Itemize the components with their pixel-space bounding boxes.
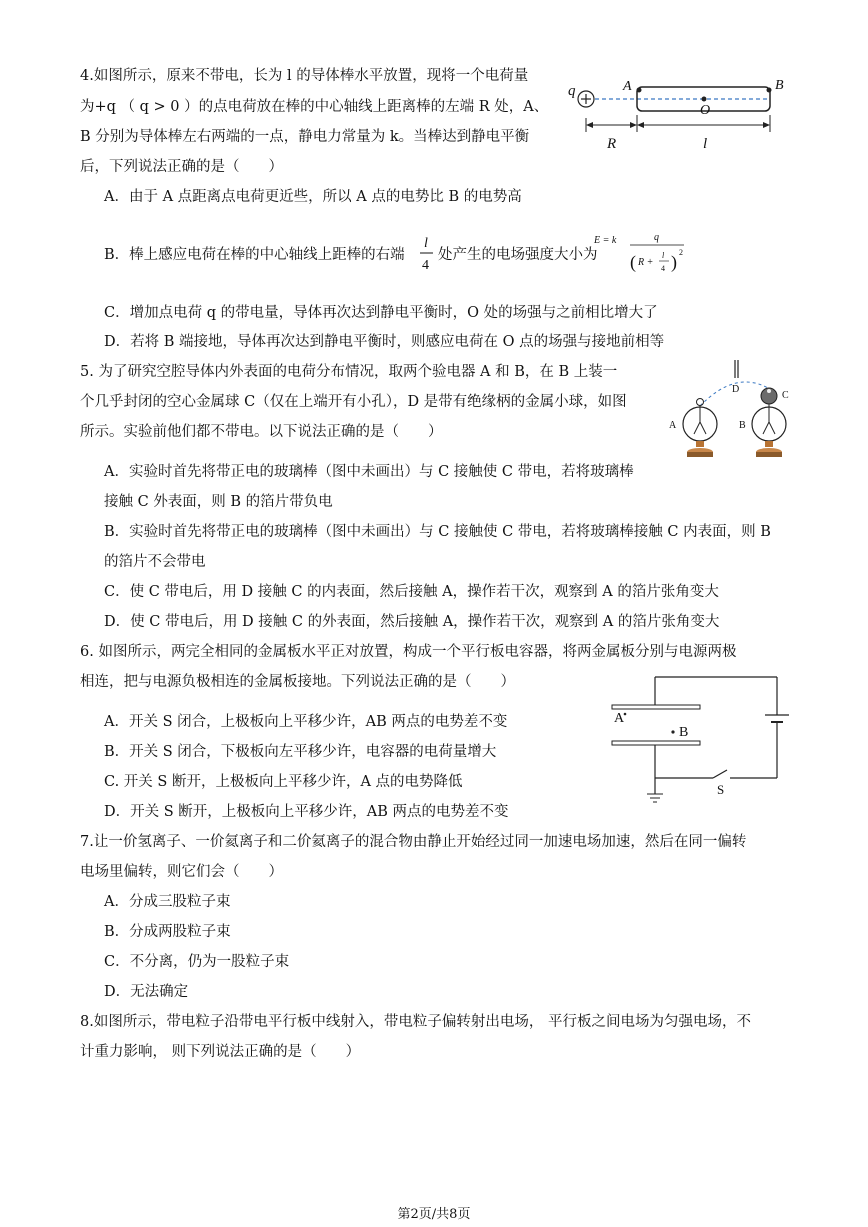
q7-option-a: A．分成三股粒子束	[104, 894, 231, 910]
q4-formula-power: 2	[679, 248, 683, 257]
q4-option-b-prefix: B．棒上感应电荷在棒的中心轴线上距棒的右端	[104, 247, 405, 263]
q5-figure	[665, 358, 805, 468]
q4-option-b-suffix: 处产生的电场强度大小为	[438, 247, 598, 263]
q5-stem-line-2: 个几乎封闭的空心金属球 C（仅在上端开有小孔），D 是带有绝缘柄的金属小球，如图	[80, 394, 627, 410]
q4-formula-lhs: E = k	[594, 235, 617, 246]
q6-fig-label-s: S	[717, 782, 725, 797]
q5-stem-line-3: 所示。实验前他们都不带电。以下说法正确的是（ ）	[80, 424, 443, 440]
q6-option-d: D．开关 S 断开，上极板向上平移少许，AB 两点的电势差不变	[104, 804, 509, 820]
q5-stem-line-1: 5. 为了研究空腔导体内外表面的电荷分布情况，取两个验电器 A 和 B，在 B 上装一	[80, 364, 618, 380]
q6-fig-label-a: A	[614, 711, 625, 726]
q7-option-c: C．不分离，仍为一股粒子束	[104, 954, 290, 970]
q4-formula-num: q	[654, 232, 659, 243]
q4-figure	[565, 70, 795, 155]
q4-formula-den-frac-num: l	[662, 251, 665, 260]
q4-stem-line-2: 为+q （ q > 0 ）的点电荷放在棒的中心轴线上距离棒的左端 R 处，A、	[80, 99, 549, 115]
q4-fig-label-q: q	[568, 83, 576, 99]
q8-stem-line-1: 8.如图所示，带电粒子沿带电平行板中线射入，带电粒子偏转射出电场， 平行板之间电场为匀强电场，不	[80, 1014, 751, 1030]
q6-option-c: C. 开关 S 断开，上极板向上平移少许，A 点的电势降低	[104, 774, 463, 790]
q4-fig-label-b: B	[775, 78, 784, 93]
q6-fig-label-b: B	[679, 725, 689, 740]
q5-option-b-line-1: B．实验时首先将带正电的玻璃棒（图中未画出）与 C 接触使 C 带电，若将玻璃棒接触 C 内表面，则 B	[104, 524, 771, 540]
q4-option-b-frac-num: l	[424, 236, 428, 251]
q5-fig-label-b: B	[739, 420, 746, 431]
q6-option-a: A．开关 S 闭合，上极板向上平移少许，AB 两点的电势差不变	[104, 714, 508, 730]
q5-fig-label-c: C	[782, 390, 789, 401]
q6-figure	[605, 670, 795, 810]
q4-option-b-fraction	[418, 232, 436, 274]
q6-stem-line-2: 相连，把与电源负极相连的金属板接地。下列说法正确的是（ ）	[80, 674, 515, 690]
q4-formula-paren-left: (	[630, 252, 636, 272]
q7-option-d: D．无法确定	[104, 984, 189, 1000]
q4-option-a: A．由于 A 点距离点电荷更近些，所以 A 点的电势比 B 的电势高	[104, 189, 522, 205]
q4-formula-den-frac-den: 4	[661, 264, 665, 273]
q5-option-b-line-2: 的箔片不会带电	[104, 554, 206, 570]
q4-option-d: D．若将 B 端接地，导体再次达到静电平衡时，则感应电荷在 O 点的场强与接地前相等	[104, 334, 665, 350]
q5-option-d: D．使 C 带电后，用 D 接触 C 的外表面，然后接触 A，操作若干次，观察到 A 的箔片张角变大	[104, 614, 720, 630]
q7-option-b: B．分成两股粒子束	[104, 924, 231, 940]
q5-fig-label-d: D	[732, 384, 740, 395]
q4-stem-line-3: B 分别为导体棒左右两端的一点，静电力常量为 k。当棒达到静电平衡	[80, 129, 530, 145]
q4-stem-line-1: 4.如图所示，原来不带电，长为 l 的导体棒水平放置，现将一个电荷量	[80, 68, 529, 84]
q4-fig-label-r: R	[607, 136, 617, 152]
page-footer: 第2页/共8页	[397, 1207, 471, 1222]
q4-formula	[592, 228, 692, 280]
q4-option-c: C．增加点电荷 q 的带电量，导体再次达到静电平衡时，O 处的场强与之前相比增大了	[104, 305, 658, 321]
q5-option-a-line-1: A．实验时首先将带正电的玻璃棒（图中未画出）与 C 接触使 C 带电，若将玻璃棒	[104, 464, 634, 480]
q6-stem-line-1: 6. 如图所示，两完全相同的金属板水平正对放置，构成一个平行板电容器，将两金属板分别与电源两极	[80, 644, 737, 660]
q7-stem-line-2: 电场里偏转，则它们会（ ）	[80, 864, 283, 880]
q4-fig-label-a: A	[623, 79, 632, 94]
q8-stem-line-2: 计重力影响， 则下列说法正确的是（ ）	[80, 1044, 361, 1060]
q4-fig-label-l: l	[703, 136, 708, 152]
q6-option-b: B．开关 S 闭合，下极板向左平移少许，电容器的电荷量增大	[104, 744, 497, 760]
q4-formula-den-left: R +	[638, 257, 654, 268]
q5-fig-label-a: A	[669, 420, 677, 431]
q5-option-c: C．使 C 带电后，用 D 接触 C 的内表面，然后接触 A，操作若干次，观察到 A 的箔片张角变大	[104, 584, 719, 600]
q4-option-b-frac-den: 4	[422, 258, 429, 273]
q4-stem-line-4: 后，下列说法正确的是（ ）	[80, 159, 283, 175]
q4-formula-paren-right: )	[671, 252, 677, 272]
q4-fig-label-o: O	[700, 103, 711, 118]
q7-stem-line-1: 7.让一价氢离子、一价氦离子和二价氦离子的混合物由静止开始经过同一加速电场加速，然后在同一偏转	[80, 834, 747, 850]
q5-option-a-line-2: 接触 C 外表面，则 B 的箔片带负电	[104, 494, 333, 510]
